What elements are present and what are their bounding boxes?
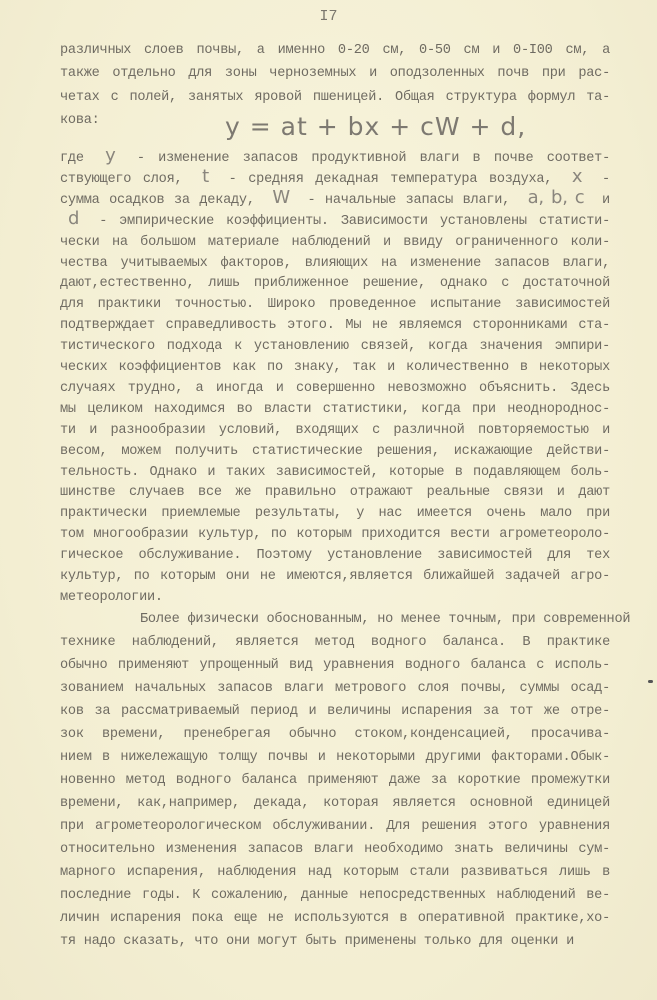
text-line	[60, 381, 610, 399]
line-text: личин испарения пока еще не используются в оперативной практике,хо-	[60, 911, 610, 926]
line-text: при агрометеорологическом обслуживании. Для решения этого уравнения	[60, 819, 610, 834]
line-text: для практики точностью. Широко проведенное испытание зависимостей	[60, 297, 610, 313]
line-text: - средняя декадная температура воздуха,	[228, 171, 553, 187]
line-text: технике наблюдений, является метод водного баланса. В практике	[60, 635, 610, 650]
line-text: чески на большом материале наблюдений и ввиду ограниченного коли-	[60, 234, 610, 250]
text-line	[60, 681, 610, 699]
line-text: последние годы. К сожалению, данные непосредственных наблюдений ве-	[60, 888, 610, 903]
line-text: также отдельно для зоны черноземных и оподзоленных почв при рас-	[60, 66, 610, 82]
text-line	[60, 256, 610, 274]
math-symbol: x	[571, 165, 583, 187]
text-line	[60, 612, 631, 630]
text-line	[60, 113, 610, 131]
line-text: нием в нижележащую толщу почвы и некоторыми другими факторами.Обык-	[60, 750, 610, 765]
text-line	[60, 819, 610, 837]
page-number: I7	[319, 8, 338, 25]
text-line	[60, 90, 610, 108]
text-line	[60, 658, 610, 676]
text-line	[60, 360, 610, 378]
line-text: Более физически обоснованным, но менее точным, при современной	[140, 612, 631, 627]
line-text: практически приемлемые результаты, у нас имеется очень мало при	[60, 506, 610, 522]
text-line	[60, 865, 610, 883]
text-line	[60, 704, 610, 722]
text-line	[60, 297, 610, 315]
line-text: том многообразии культур, по которым приходится вести агрометеороло-	[60, 527, 610, 543]
line-text: случаях трудно, а иногда и совершенно невозможно объяснить. Здесь	[60, 380, 610, 396]
line-text: весом, можем получить статистические решения, искажающие действи-	[60, 443, 610, 459]
text-line	[60, 276, 610, 294]
math-symbol: a, b, c	[527, 186, 585, 208]
line-text: мы целиком находимся во власти статистики, когда при неоднороднос-	[60, 401, 610, 417]
line-text: сумма осадков за декаду,	[60, 192, 255, 208]
line-text: - эмпирические коэффициенты. Зависимости установлены статисти-	[99, 213, 610, 229]
line-text: различных слоев почвы, а именно 0-20 см, 0-50 см и 0-I00 см, а	[60, 43, 610, 58]
text-line	[60, 444, 610, 462]
line-text: подтверждает справедливость этого. Мы не являемся сторонниками ста-	[60, 318, 610, 334]
line-text: зок времени, пренебрегая обычно стоком,конденсацией, просачива-	[60, 727, 610, 742]
text-line	[60, 727, 610, 745]
text-line	[60, 548, 610, 566]
text-line	[60, 485, 610, 503]
line-text: метеорологии.	[60, 589, 163, 605]
line-text: ков за рассматриваемый период и величины испарения за тот же отре-	[60, 704, 610, 719]
math-symbol: t	[202, 165, 209, 187]
text-line	[60, 207, 610, 232]
text-line	[60, 235, 610, 253]
line-text: культур, по которым они не имеются,является ближайшей задачей агро-	[60, 569, 610, 584]
line-text: ти и разнообразии условий, входящих с различной повторяемостью и	[60, 422, 610, 438]
line-text: гическое обслуживание. Поэтому установление зависимостей для тех	[60, 548, 610, 564]
text-line	[60, 796, 610, 814]
line-text: - изменение запасов продуктивной влаги в почве соответ-	[136, 151, 610, 166]
text-line	[60, 635, 610, 653]
line-text: новенно метод водного баланса применяют даже за короткие промежутки	[60, 773, 610, 788]
line-text: марного испарения, наблюдения над которым стали развиваться лишь в	[60, 865, 610, 880]
formula: y = at + bx + cW + d,	[225, 112, 527, 141]
text-line	[60, 43, 610, 61]
line-text: -	[602, 171, 610, 187]
text-line	[60, 569, 610, 587]
text-line	[60, 506, 610, 524]
line-text: дают,естественно, лишь приближенное решение, однако с достаточной	[60, 276, 610, 292]
line-text: кова:	[60, 112, 100, 128]
text-line	[60, 186, 610, 211]
ink-speck	[648, 680, 653, 683]
text-line	[60, 888, 610, 906]
line-text: четах с полей, занятых яровой пшеницей. Общая структура формул та-	[60, 89, 610, 105]
text-line	[60, 750, 610, 768]
text-line	[60, 934, 610, 952]
line-text: времени, как,например, декада, которая является основной единицей	[60, 796, 610, 811]
line-text: чества учитываемых факторов, влияющих на изменение запасов влаги,	[60, 255, 610, 271]
text-line	[60, 590, 610, 608]
text-line	[60, 402, 610, 420]
text-line	[60, 318, 610, 336]
line-text: - начальные запасы влаги,	[307, 192, 511, 208]
text-line	[60, 773, 610, 791]
line-text: и	[602, 192, 610, 208]
math-symbol: d	[68, 207, 80, 229]
text-line	[60, 66, 610, 84]
line-text: тя надо сказать, что они могут быть применены только для оценки и	[60, 934, 574, 949]
text-line	[60, 145, 610, 169]
text-line	[60, 842, 610, 860]
line-text: зованием начальных запасов влаги метрового слоя почвы, суммы осад-	[60, 681, 610, 696]
line-text: шинстве случаев все же правильно отражают реальные связи и дают	[60, 485, 610, 501]
line-text: тельность. Однако и таких зависимостей, которые в подавляющем боль-	[60, 464, 610, 480]
line-text: ческих коэффициентов как по знаку, так и количественно в некоторых	[60, 360, 610, 375]
text-line	[60, 911, 610, 929]
line-text: относительно изменения запасов влаги необходимо знать величины сум-	[60, 842, 610, 857]
line-text: обычно применяют упрощенный вид уравнения водного баланса с исполь-	[60, 658, 610, 673]
math-symbol: y	[105, 145, 116, 166]
line-text: ствующего слоя,	[60, 171, 183, 187]
text-line	[60, 339, 610, 357]
line-text: где	[60, 151, 84, 166]
text-line	[60, 423, 610, 441]
text-line	[60, 465, 610, 483]
math-symbol: W	[272, 186, 290, 208]
text-line	[60, 527, 610, 545]
line-text: тистического подхода к установлению связей, когда значения эмпири-	[60, 339, 610, 355]
